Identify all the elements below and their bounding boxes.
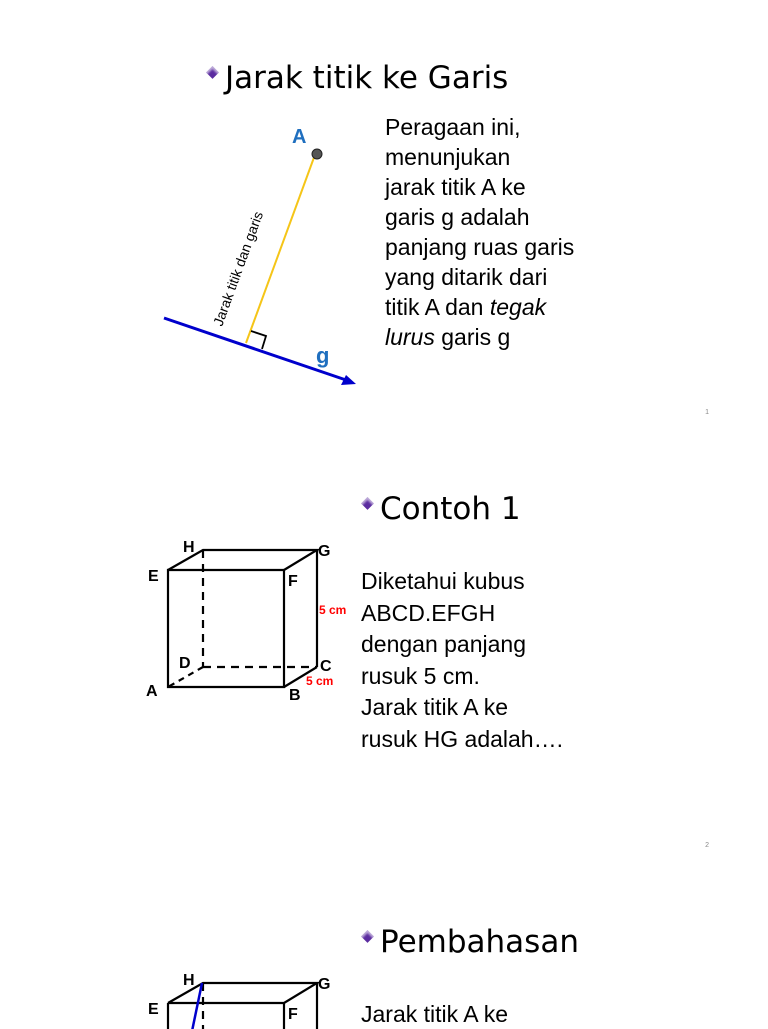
body-line: rusuk 5 cm. <box>361 662 480 689</box>
body-line: garis g adalah <box>385 204 530 230</box>
vertex-g-label: G <box>318 976 331 993</box>
body-line: Peragaan ini, <box>385 114 521 140</box>
body-line: rusuk HG adalah…. <box>361 725 563 752</box>
edge-length-vertical: 5 cm <box>319 603 347 617</box>
body-fragment: titik A dan <box>385 294 490 320</box>
edge-length-bottom: 5 cm <box>306 674 334 688</box>
slide-2 <box>0 433 768 866</box>
slide-title-text: Pembahasan <box>380 924 579 960</box>
line-g-label: g <box>316 343 330 368</box>
body-italic: lurus <box>385 324 435 350</box>
vertex-a-label: A <box>146 683 158 700</box>
slide-1 <box>0 0 768 433</box>
vertex-f-label: F <box>288 1006 298 1023</box>
perpendicular-segment <box>246 152 316 343</box>
page-number: 1 <box>705 409 709 416</box>
vertex-h-label: H <box>183 539 195 556</box>
slide-body <box>361 999 621 1029</box>
body-line <box>385 322 625 352</box>
point-line-diagram <box>0 0 768 433</box>
right-angle-marker <box>251 331 266 349</box>
point-a-label: A <box>292 126 307 148</box>
body-line: yang ditarik dari <box>385 264 548 290</box>
vertex-d-label: D <box>179 655 191 672</box>
body-line: Jarak titik A ke <box>361 1001 509 1027</box>
vertex-e-label: E <box>148 568 159 585</box>
slide-body <box>385 112 625 352</box>
body-fragment: garis g <box>434 324 511 350</box>
body-line: jarak titik A ke <box>385 174 526 200</box>
body-italic: tegak <box>489 294 547 320</box>
vertex-e-label: E <box>148 1001 159 1018</box>
slide-title-text: Jarak titik ke Garis <box>225 60 509 96</box>
body-line: dengan panjang <box>361 631 526 657</box>
vertex-c-label: C <box>320 658 332 675</box>
slide-title-text: Contoh 1 <box>380 491 521 527</box>
slide-3 <box>0 866 768 1027</box>
vertex-f-label: F <box>288 573 298 590</box>
page-number: 2 <box>705 842 709 849</box>
body-line: Jarak titik A ke <box>361 694 509 720</box>
point-a <box>312 149 322 159</box>
vertex-b-label: B <box>289 687 301 704</box>
body-line <box>385 292 625 322</box>
segment-label: Jarak titik dan garis <box>209 209 267 329</box>
slide-body <box>361 566 621 755</box>
body-line: Diketahui kubus <box>361 568 525 594</box>
body-line: menunjukan <box>385 144 511 170</box>
body-line: ABCD.EFGH <box>361 599 496 626</box>
vertex-g-label: G <box>318 543 331 560</box>
vertex-h-label: H <box>183 972 195 989</box>
body-line: panjang ruas garis <box>385 234 575 260</box>
